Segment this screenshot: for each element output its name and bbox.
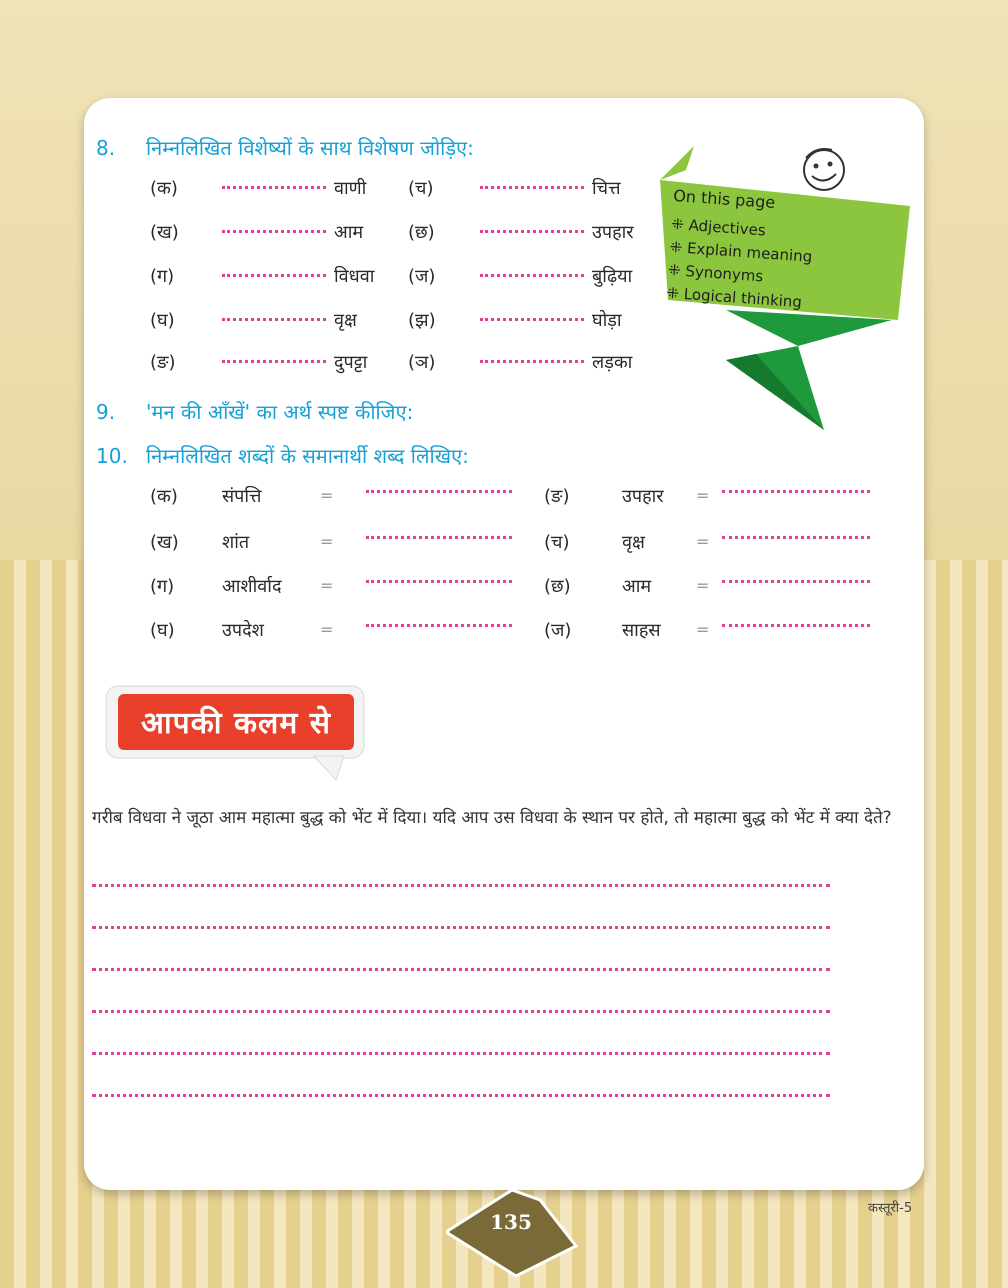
fill-in-blank[interactable] xyxy=(222,274,326,277)
bullet-icon: ⁜ xyxy=(667,260,682,280)
right-item-label: (च) xyxy=(544,532,570,553)
left-item-label: (ख) xyxy=(150,222,179,243)
fill-in-blank[interactable] xyxy=(480,186,584,189)
right-item-label: (ञ) xyxy=(408,352,436,373)
answer-blank[interactable] xyxy=(366,580,512,583)
right-item-word: वृक्ष xyxy=(622,532,645,553)
right-item-word: चित्त xyxy=(592,178,621,199)
page-number: 135 xyxy=(490,1210,532,1234)
bullet-icon: ⁜ xyxy=(669,237,683,257)
left-item-word: विधवा xyxy=(334,266,375,287)
question-9 xyxy=(96,398,413,425)
fill-in-blank[interactable] xyxy=(480,360,584,363)
answer-blank[interactable] xyxy=(366,536,512,539)
answer-line[interactable] xyxy=(92,1010,830,1013)
right-item-word: साहस xyxy=(622,620,661,641)
left-item-label: (क) xyxy=(150,178,178,199)
fill-in-blank[interactable] xyxy=(222,230,326,233)
left-item-word: आशीर्वाद xyxy=(222,576,282,597)
right-item-label: (ङ) xyxy=(544,486,570,507)
left-item-word: शांत xyxy=(222,532,250,553)
question-text: निम्नलिखित शब्दों के समानार्थी शब्द लिखिए: xyxy=(146,444,469,468)
left-item-word: वृक्ष xyxy=(334,310,357,331)
answer-blank[interactable] xyxy=(722,624,870,627)
answer-line[interactable] xyxy=(92,1052,830,1055)
left-item-label: (घ) xyxy=(150,620,175,641)
right-item-word: बुढ़िया xyxy=(592,266,633,287)
answer-line[interactable] xyxy=(92,884,830,887)
answer-blank[interactable] xyxy=(722,536,870,539)
equals-sign: = xyxy=(320,486,334,505)
left-item-label: (घ) xyxy=(150,310,175,331)
fill-in-blank[interactable] xyxy=(222,318,326,321)
answer-blank[interactable] xyxy=(722,490,870,493)
right-item-word: उपहार xyxy=(592,222,634,243)
answer-blank[interactable] xyxy=(366,490,512,493)
topic-label: Explain meaning xyxy=(686,239,813,266)
answer-blank[interactable] xyxy=(722,580,870,583)
answer-blank[interactable] xyxy=(366,624,512,627)
bullet-icon: ⁜ xyxy=(670,214,685,234)
fill-in-blank[interactable] xyxy=(222,360,326,363)
right-item-label: (छ) xyxy=(408,222,435,243)
answer-line[interactable] xyxy=(92,968,830,971)
right-item-word: घोड़ा xyxy=(592,310,622,331)
on-this-page-heading: On this page xyxy=(672,186,776,213)
fill-in-blank[interactable] xyxy=(480,230,584,233)
left-item-word: वाणी xyxy=(334,178,367,199)
left-item-label: (ग) xyxy=(150,266,175,287)
right-item-label: (झ) xyxy=(408,310,436,331)
smiley-face-icon xyxy=(804,149,844,190)
right-item-word: उपहार xyxy=(622,486,664,507)
book-title: कस्तूरी-5 xyxy=(868,1201,913,1216)
topic-label: Logical thinking xyxy=(683,284,803,312)
section-title: आपकी कलम से xyxy=(141,706,331,741)
question-text: निम्नलिखित विशेष्यों के साथ विशेषण जोड़िए: xyxy=(146,136,474,160)
equals-sign: = xyxy=(696,576,710,595)
left-item-label: (ग) xyxy=(150,576,175,597)
equals-sign: = xyxy=(696,486,710,505)
question-8 xyxy=(96,134,474,161)
writing-prompt: गरीब विधवा ने जूठा आम महात्मा बुद्ध को भेंट में दिया। यदि आप उस विधवा के स्थान पर होते, तो महात्मा बुद्ध को भेंट में क्या देते? xyxy=(92,808,892,828)
equals-sign: = xyxy=(696,532,710,551)
question-text: 'मन की आँखें' का अर्थ स्पष्ट कीजिए: xyxy=(146,400,414,424)
right-item-label: (ज) xyxy=(544,620,572,641)
equals-sign: = xyxy=(320,620,334,639)
topic-label: Synonyms xyxy=(684,262,764,286)
on-this-page-list xyxy=(666,186,817,315)
left-item-label: (ख) xyxy=(150,532,179,553)
question-10 xyxy=(96,442,469,469)
answer-line[interactable] xyxy=(92,926,830,929)
left-item-word: आम xyxy=(334,222,364,243)
question-number: 9. xyxy=(96,400,116,424)
bullet-icon: ⁜ xyxy=(665,283,680,303)
left-item-word: दुपट्टा xyxy=(334,352,368,373)
fill-in-blank[interactable] xyxy=(480,274,584,277)
equals-sign: = xyxy=(320,532,334,551)
left-item-label: (ङ) xyxy=(150,352,176,373)
answer-line[interactable] xyxy=(92,1094,830,1097)
equals-sign: = xyxy=(320,576,334,595)
fill-in-blank[interactable] xyxy=(480,318,584,321)
question-number: 8. xyxy=(96,136,116,160)
right-item-word: लड़का xyxy=(592,352,633,373)
right-item-label: (छ) xyxy=(544,576,571,597)
left-item-word: उपदेश xyxy=(222,620,264,641)
left-item-label: (क) xyxy=(150,486,178,507)
left-item-word: संपत्ति xyxy=(222,486,262,507)
equals-sign: = xyxy=(696,620,710,639)
topic-label: Adjectives xyxy=(688,216,767,240)
right-item-word: आम xyxy=(622,576,652,597)
fill-in-blank[interactable] xyxy=(222,186,326,189)
question-number: 10. xyxy=(96,444,128,468)
right-item-label: (च) xyxy=(408,178,434,199)
right-item-label: (ज) xyxy=(408,266,436,287)
